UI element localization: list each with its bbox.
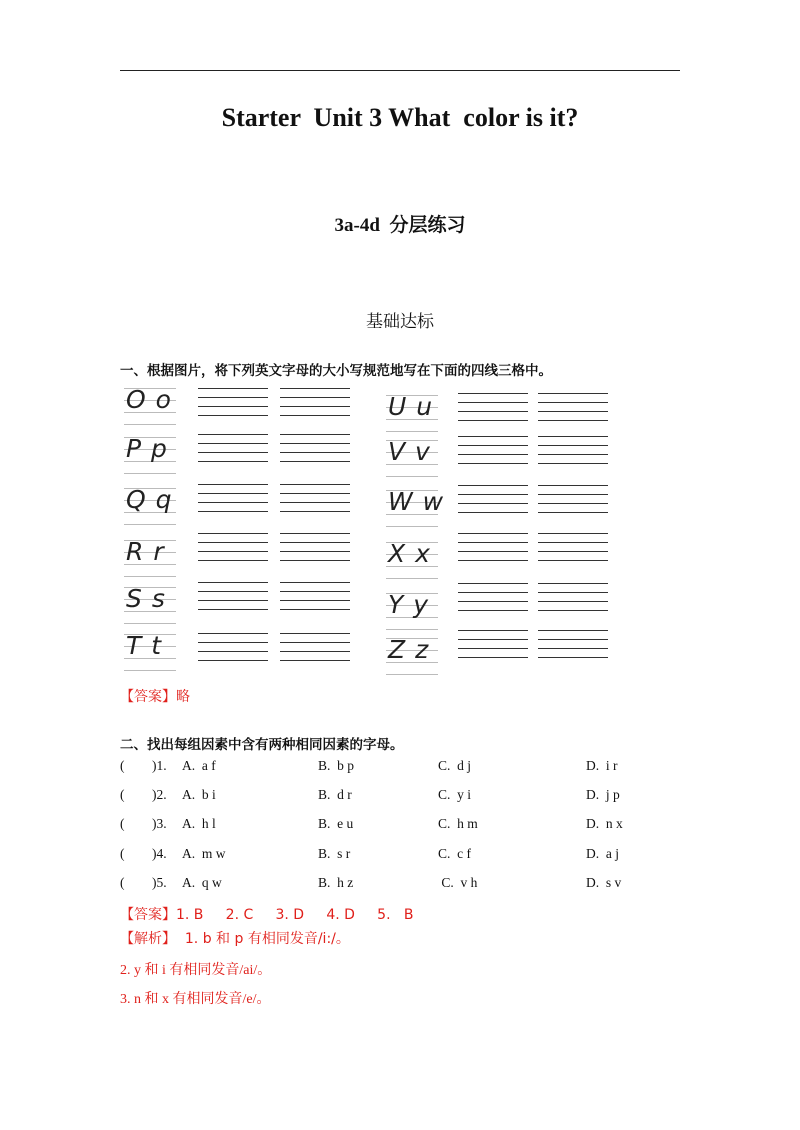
option-row [120,875,700,895]
four-line-writing-box[interactable] [198,484,268,514]
four-line-writing-box[interactable] [538,533,608,563]
letter-pair: U u [388,392,434,421]
four-line-writing-box[interactable] [458,393,528,423]
option-a: A. m w [182,846,226,861]
four-line-writing-box[interactable] [458,533,528,563]
letter-sample [386,635,438,677]
option-d: D. j p [586,787,620,802]
four-line-writing-box[interactable] [280,533,350,563]
letter-sample [386,437,438,479]
letter-sample [124,584,176,626]
option-a: A. h l [182,816,216,831]
letter-sample [124,485,176,527]
letter-pair: Z z [388,635,430,664]
option-b: B. e u [318,816,354,831]
option-c: C. h m [438,816,478,831]
item-number: )4. [152,846,167,861]
option-c: C. v h [438,875,478,890]
explanation-line: 2. y 和 i 有相同发音/ai/。 [120,963,272,978]
letter-pair: W w [388,487,445,516]
four-line-writing-box[interactable] [458,630,528,660]
option-d: D. s v [586,875,622,890]
option-b: B. s r [318,846,351,861]
answer-blank[interactable]: ( [120,875,125,890]
page-subtitle: 3a-4d 分层练习 [334,215,466,236]
answer-blank[interactable]: ( [120,758,125,773]
explanation-line: 3. n 和 x 有相同发音/e/。 [120,992,271,1007]
question-2-answer: 【答案】1. B 2. C 3. D 4. D 5. B [120,907,414,923]
letter-sample [386,539,438,581]
letter-sample [386,590,438,632]
letter-sample [386,487,445,529]
option-b: B. d r [318,787,352,802]
item-number: )3. [152,816,167,831]
four-line-writing-box[interactable] [198,388,268,418]
four-line-writing-box[interactable] [198,582,268,612]
letter-pair: S s [126,584,166,613]
four-line-writing-box[interactable] [198,434,268,464]
four-line-writing-box[interactable] [458,485,528,515]
letter-sample [124,434,176,476]
page-title: Starter Unit 3 What color is it? [221,103,579,132]
answer-blank[interactable]: ( [120,787,125,802]
four-line-writing-box[interactable] [198,633,268,663]
letter-sample [124,631,176,673]
answer-blank[interactable]: ( [120,846,125,861]
option-d: D. i r [586,758,618,773]
letter-pair: R r [126,537,165,566]
option-a: A. q w [182,875,222,890]
four-line-writing-box[interactable] [280,434,350,464]
four-line-writing-box[interactable] [280,582,350,612]
item-number: )5. [152,875,167,890]
question-1-answer: 【答案】略 [120,689,190,705]
option-row [120,846,700,866]
four-line-writing-box[interactable] [280,484,350,514]
explanation-line: 【解析】 1. b 和 p 有相同发音/i:/。 [120,931,350,947]
option-row [120,787,700,807]
letter-pair: T t [126,631,163,660]
option-a: A. a f [182,758,216,773]
letter-pair: X x [388,539,431,568]
option-c: C. y i [438,787,472,802]
letter-sample [124,385,176,427]
option-row [120,758,700,778]
item-number: )2. [152,787,167,802]
option-a: A. b i [182,787,216,802]
letter-pair: Y y [388,590,430,619]
option-c: C. d j [438,758,472,773]
letter-pair: V v [388,437,431,466]
letter-pair: Q q [126,485,173,514]
option-b: B. h z [318,875,354,890]
four-line-writing-box[interactable] [280,633,350,663]
four-line-writing-box[interactable] [538,393,608,423]
question-1-heading: 一、根据图片，将下列英文字母的大小写规范地写在下面的四线三格中。 [120,363,552,379]
answer-blank[interactable]: ( [120,816,125,831]
item-number: )1. [152,758,167,773]
four-line-writing-box[interactable] [538,485,608,515]
four-line-writing-box[interactable] [538,436,608,466]
four-line-writing-box[interactable] [538,583,608,613]
letter-sample [386,392,438,434]
letter-pair: O o [126,385,172,414]
four-line-writing-box[interactable] [538,630,608,660]
four-line-writing-box[interactable] [280,388,350,418]
option-b: B. b p [318,758,355,773]
four-line-writing-box[interactable] [458,436,528,466]
question-2-heading: 二、找出每组因素中含有两种相同因素的字母。 [120,737,404,753]
section-title: 基础达标 [366,312,434,332]
four-line-writing-box[interactable] [198,533,268,563]
option-row [120,816,700,836]
letter-pair: P p [126,434,168,463]
option-d: D. a j [586,846,619,861]
option-d: D. n x [586,816,623,831]
four-line-writing-box[interactable] [458,583,528,613]
option-c: C. c f [438,846,471,861]
letter-sample [124,537,176,579]
